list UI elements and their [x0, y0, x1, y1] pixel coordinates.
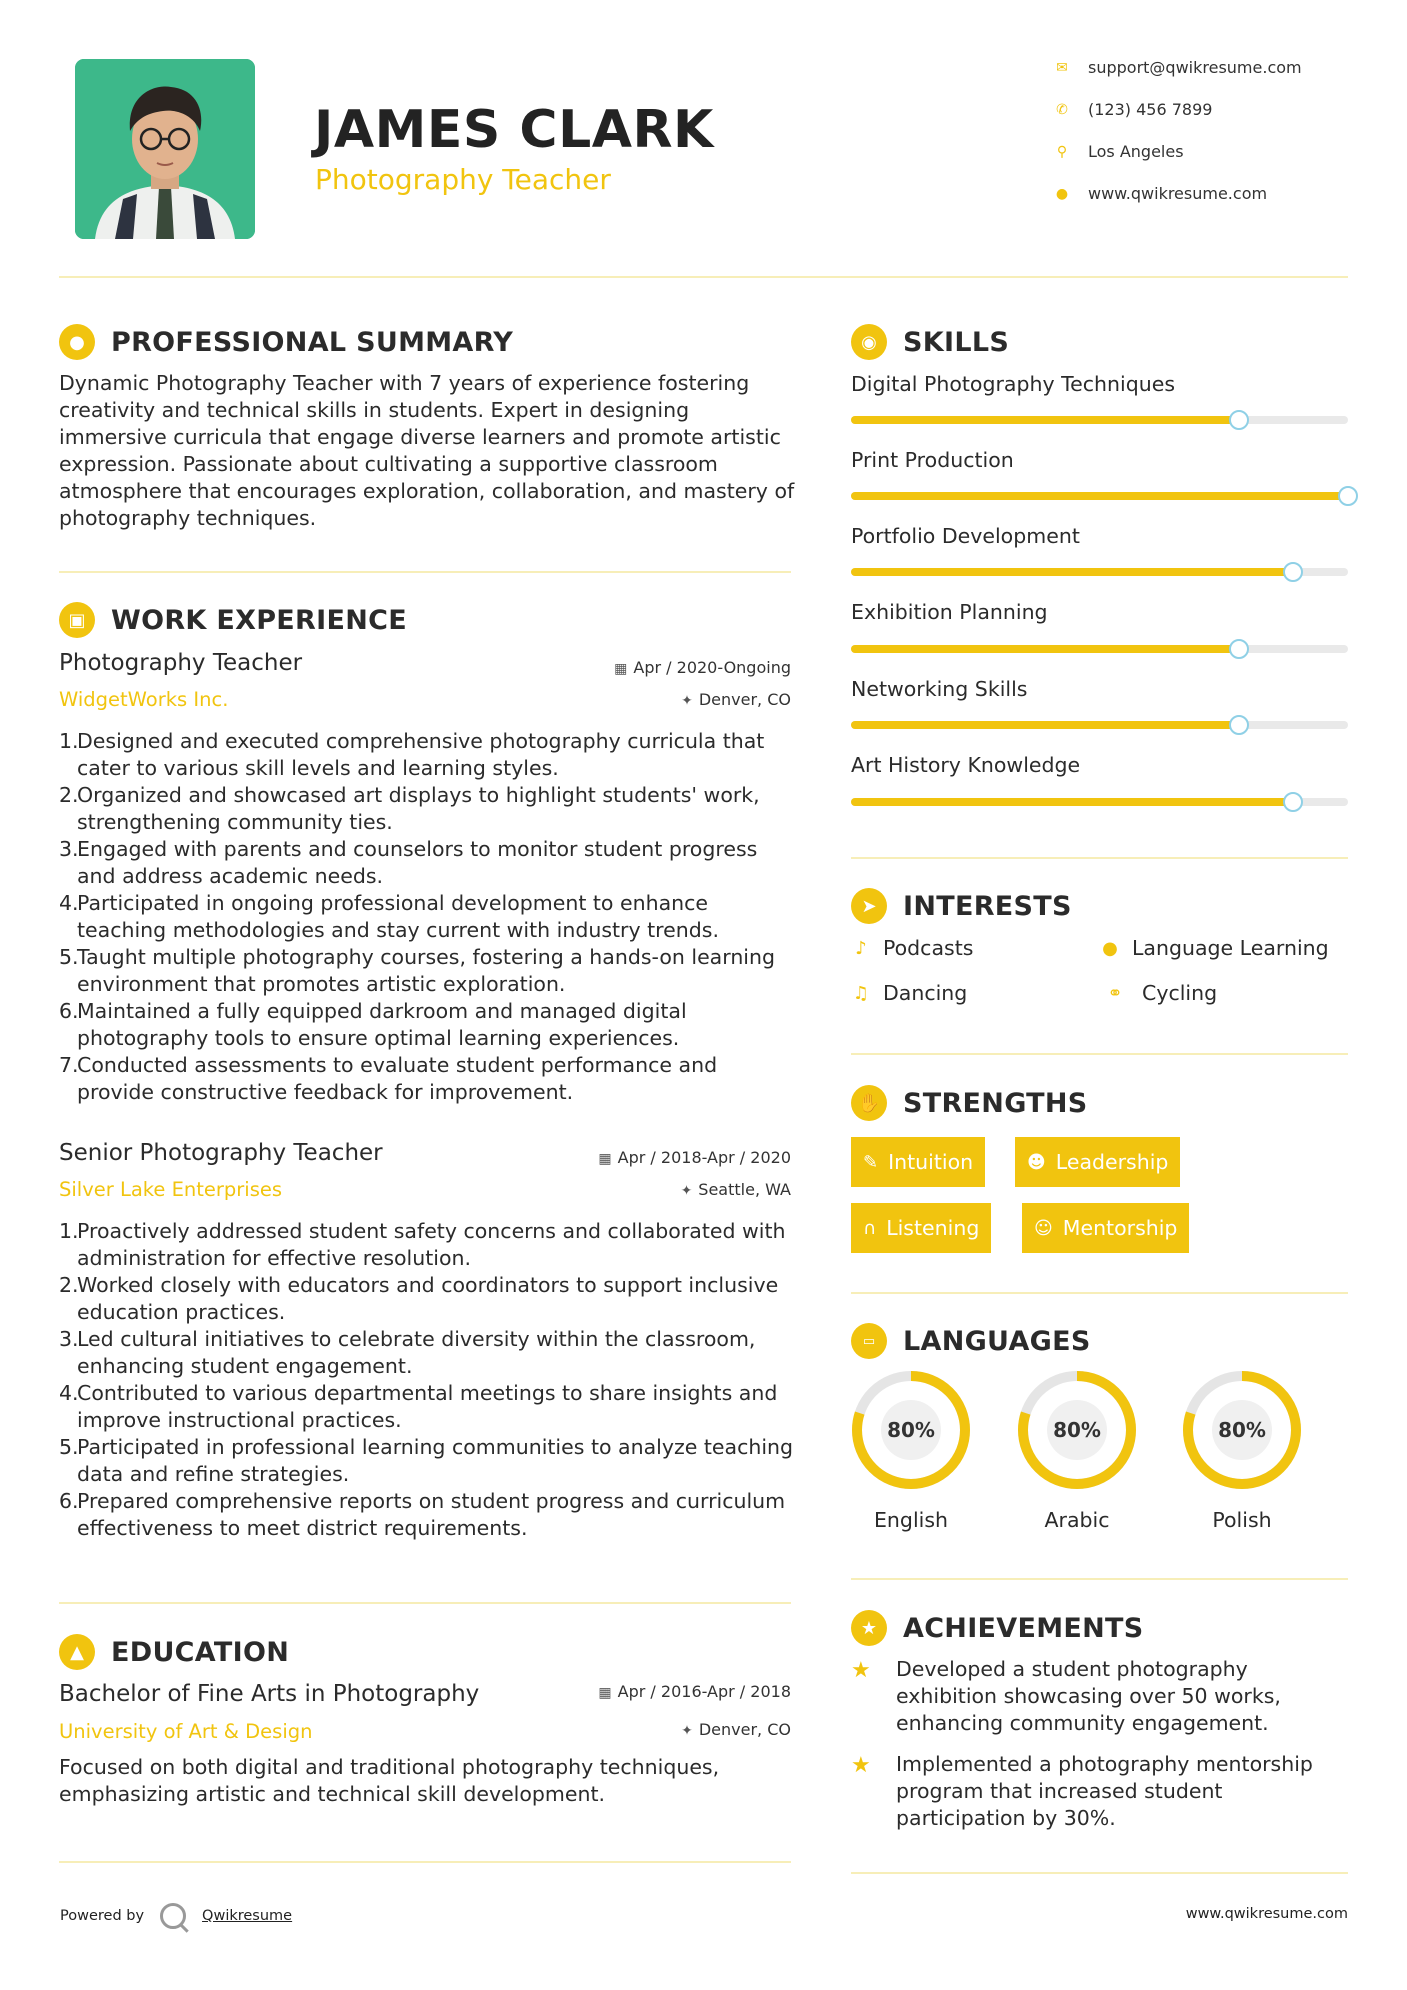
summary-divider — [59, 571, 791, 573]
education-dates — [500, 1682, 791, 1706]
pushpin-icon: ✦ — [681, 693, 693, 709]
star-icon: ★ — [851, 1753, 871, 1778]
job-location — [500, 690, 791, 714]
skill-bar-handle — [1283, 792, 1303, 812]
bicycle-icon: ⚭ — [1107, 982, 1123, 1004]
profile-photo — [75, 59, 255, 239]
skill-bar-handle — [1229, 715, 1249, 735]
work-divider — [59, 1602, 791, 1604]
skill-label: Networking Skills — [851, 677, 1028, 701]
achievements-heading — [851, 1610, 1144, 1646]
skill-label: Exhibition Planning — [851, 600, 1048, 624]
interests-divider — [851, 1053, 1348, 1055]
interests-heading — [851, 888, 1072, 924]
list-item: 4. Participated in ongoing professional development to enhance teaching methodologies and stay current with industry trends. — [59, 891, 719, 942]
map-pin-icon: ⚲ — [1056, 143, 1068, 160]
job-dates-text: Apr / 2018-Apr / 2020 — [617, 1148, 791, 1167]
skill-bar — [851, 721, 1348, 729]
job-dates-text: Apr / 2020-Ongoing — [633, 658, 791, 677]
skill-label: Portfolio Development — [851, 524, 1080, 548]
language-name: English — [873, 1508, 949, 1532]
interest-item: ● Language Learning — [1100, 936, 1329, 960]
job-location — [500, 1180, 791, 1204]
languages-heading — [851, 1323, 1091, 1359]
contact-website-text: www.qwikresume.com — [1088, 184, 1268, 203]
education-location — [500, 1720, 791, 1744]
strength-tag: ☺ Mentorship — [1022, 1203, 1189, 1253]
interest-item: ♫ Dancing — [852, 981, 968, 1005]
education-divider — [59, 1861, 791, 1863]
skill-bar — [851, 492, 1348, 500]
languages-title: LANGUAGES — [903, 1325, 1091, 1357]
footer-website-link[interactable]: www.qwikresume.com — [1185, 1906, 1348, 1922]
achievements-title: ACHIEVEMENTS — [903, 1612, 1144, 1644]
skill-bar-fill — [851, 721, 1239, 729]
job-responsibilities — [59, 1218, 799, 1542]
contact-email[interactable] — [1052, 58, 1302, 77]
users-icon: ☻ — [1027, 1151, 1046, 1173]
summary-title: PROFESSIONAL SUMMARY — [111, 326, 514, 358]
list-item: 4. Contributed to various departmental meetings to share insights and improve instructional practices. — [59, 1381, 778, 1432]
star-icon: ★ — [851, 1658, 871, 1683]
language-card-icon: ▭ — [851, 1323, 887, 1359]
pushpin-icon: ✦ — [681, 1723, 693, 1739]
work-title: WORK EXPERIENCE — [111, 604, 407, 636]
language-percent: 80% — [1218, 1418, 1266, 1442]
contact-email-text: support@qwikresume.com — [1088, 58, 1302, 77]
paper-plane-icon: ➤ — [851, 888, 887, 924]
education-heading — [59, 1634, 289, 1670]
job-company: WidgetWorks Inc. — [59, 688, 229, 711]
skill-bar-fill — [851, 416, 1239, 424]
contact-phone-text: (123) 456 7899 — [1088, 100, 1213, 119]
job-title: Photography Teacher — [59, 650, 303, 676]
phone-icon: ✆ — [1056, 101, 1068, 118]
calendar-icon: ▦ — [598, 1685, 612, 1701]
skill-bar-fill — [851, 798, 1293, 806]
lightbulb-icon: ◉ — [851, 324, 887, 360]
strengths-heading — [851, 1085, 1088, 1121]
skill-bar — [851, 416, 1348, 424]
skill-label: Art History Knowledge — [851, 753, 1081, 777]
education-school: University of Art & Design — [59, 1720, 313, 1743]
education-location-text: Denver, CO — [698, 1720, 791, 1739]
education-title: EDUCATION — [111, 1636, 290, 1668]
interests-title: INTERESTS — [903, 890, 1072, 922]
list-item: 3. Led cultural initiatives to celebrate diversity within the classroom, enhancing student engagement. — [59, 1327, 756, 1378]
qwikresume-link[interactable]: Qwikresume — [202, 1908, 293, 1924]
job-title: Senior Photography Teacher — [59, 1140, 383, 1166]
globe-icon: ● — [1055, 185, 1069, 202]
skill-bar — [851, 798, 1348, 806]
language-item — [849, 1368, 973, 1532]
skill-bar-fill — [851, 568, 1293, 576]
qwikresume-logo-icon — [160, 1903, 186, 1929]
microphone-icon: ♪ — [855, 937, 867, 959]
language-name: Arabic — [1044, 1508, 1110, 1532]
job-company: Silver Lake Enterprises — [59, 1178, 283, 1201]
language-name: Polish — [1212, 1508, 1272, 1532]
contact-location-text: Los Angeles — [1088, 142, 1184, 161]
skills-heading — [851, 324, 1009, 360]
calendar-icon: ▦ — [614, 661, 628, 677]
contact-website[interactable] — [1052, 184, 1267, 203]
achievements-divider — [851, 1872, 1348, 1874]
pushpin-icon: ✦ — [680, 1183, 693, 1199]
work-heading — [59, 602, 407, 638]
skill-bar-handle — [1338, 486, 1358, 506]
language-percent: 80% — [887, 1418, 935, 1442]
candidate-name: JAMES CLARK — [314, 100, 714, 160]
achievement-item — [851, 1656, 1351, 1746]
skill-bar-handle — [1283, 562, 1303, 582]
contact-location — [1052, 142, 1184, 161]
education-dates-text: Apr / 2016-Apr / 2018 — [617, 1682, 791, 1701]
envelope-icon: ✉ — [1056, 59, 1068, 76]
interest-item: ♪ Podcasts — [851, 936, 973, 960]
graduation-cap-icon: ▲ — [59, 1634, 95, 1670]
strengths-divider — [851, 1292, 1348, 1294]
list-item: 1. Proactively addressed student safety concerns and collaborated with administration for effective resolution. — [59, 1219, 786, 1270]
language-item — [1015, 1368, 1139, 1532]
achievement-item — [851, 1751, 1351, 1841]
job-location-text: Seattle, WA — [698, 1180, 791, 1199]
skill-label: Digital Photography Techniques — [851, 372, 1176, 396]
languages-divider — [851, 1578, 1348, 1580]
globe-icon: ● — [1102, 937, 1118, 959]
education-description: Focused on both digital and traditional photography techniques, emphasizing artistic and technical skill development. — [59, 1755, 720, 1806]
star-icon: ★ — [851, 1610, 887, 1646]
list-item: 3. Engaged with parents and counselors to monitor student progress and address academic needs. — [59, 837, 758, 888]
skill-bar — [851, 568, 1348, 576]
education-degree: Bachelor of Fine Arts in Photography — [59, 1681, 480, 1707]
skill-bar-handle — [1229, 639, 1249, 659]
language-percent: 80% — [1053, 1418, 1101, 1442]
skills-divider — [851, 857, 1348, 859]
summary-heading — [59, 324, 513, 360]
job-dates — [500, 658, 791, 682]
calendar-icon: ▦ — [598, 1151, 612, 1167]
skill-bar — [851, 645, 1348, 653]
footer-powered-by — [60, 1903, 292, 1929]
list-item: 2. Organized and showcased art displays to highlight students' work, strengthening community ties. — [59, 783, 760, 834]
job-dates — [500, 1148, 791, 1172]
candidate-role: Photography Teacher — [315, 163, 611, 196]
list-item: 5. Participated in professional learning communities to analyze teaching data and refine strategies. — [59, 1435, 794, 1486]
skill-bar-handle — [1229, 410, 1249, 430]
magic-wand-icon: ✎ — [863, 1151, 879, 1173]
header-divider — [59, 276, 1348, 278]
strength-tag: ☻ Leadership — [1015, 1137, 1180, 1187]
hand-icon: ✋ — [851, 1085, 887, 1121]
list-item: 7. Conducted assessments to evaluate student performance and provide constructive feedback for improvement. — [59, 1053, 718, 1104]
strength-tag: ✎ Intuition — [851, 1137, 985, 1187]
powered-by-label: Powered by — [60, 1908, 145, 1924]
contact-phone[interactable] — [1052, 100, 1212, 119]
interest-item: ⚭ Cycling — [1100, 981, 1217, 1005]
strength-tag: ∩ Listening — [851, 1203, 991, 1253]
list-item: 5. Taught multiple photography courses, fostering a hands-on learning environment that promotes artistic exploration. — [59, 945, 776, 996]
strengths-title: STRENGTHS — [903, 1087, 1088, 1119]
user-plus-icon: ☺ — [1034, 1217, 1053, 1239]
list-item: 6. Maintained a fully equipped darkroom and managed digital photography tools to ensure optimal learning experiences. — [59, 999, 687, 1050]
skill-label: Print Production — [851, 448, 1014, 472]
job-responsibilities — [59, 728, 799, 1106]
list-item: 6. Prepared comprehensive reports on student progress and curriculum effectiveness to meet district requirements. — [59, 1489, 786, 1540]
skills-title: SKILLS — [903, 326, 1010, 358]
skill-bar-fill — [851, 645, 1239, 653]
skill-bar-fill — [851, 492, 1348, 500]
summary-text: Dynamic Photography Teacher with 7 years of experience fostering creativity and technical skills in students. Expert in designing immersive curricula that engage diverse learners and promote artistic expression. Passionate about cultivating a supportive classroom atmosphere that encourages exploration, collaboration, and mastery of photography techniques. — [59, 371, 795, 530]
music-note-icon: ♫ — [852, 982, 870, 1004]
list-item: 2. Worked closely with educators and coordinators to support inclusive education practices. — [59, 1273, 779, 1324]
headphones-icon: ∩ — [863, 1217, 877, 1239]
job-location-text: Denver, CO — [698, 690, 791, 709]
list-item: 1. Designed and executed comprehensive photography curricula that cater to various skill levels and learning styles. — [59, 729, 765, 780]
achievement-text: Implemented a photography mentorship program that increased student participation by 30%. — [896, 1752, 1313, 1830]
briefcase-icon: ▣ — [59, 602, 95, 638]
user-icon: ● — [59, 324, 95, 360]
achievement-text: Developed a student photography exhibition showcasing over 50 works, enhancing community engagement. — [896, 1657, 1281, 1735]
language-item — [1180, 1368, 1304, 1532]
